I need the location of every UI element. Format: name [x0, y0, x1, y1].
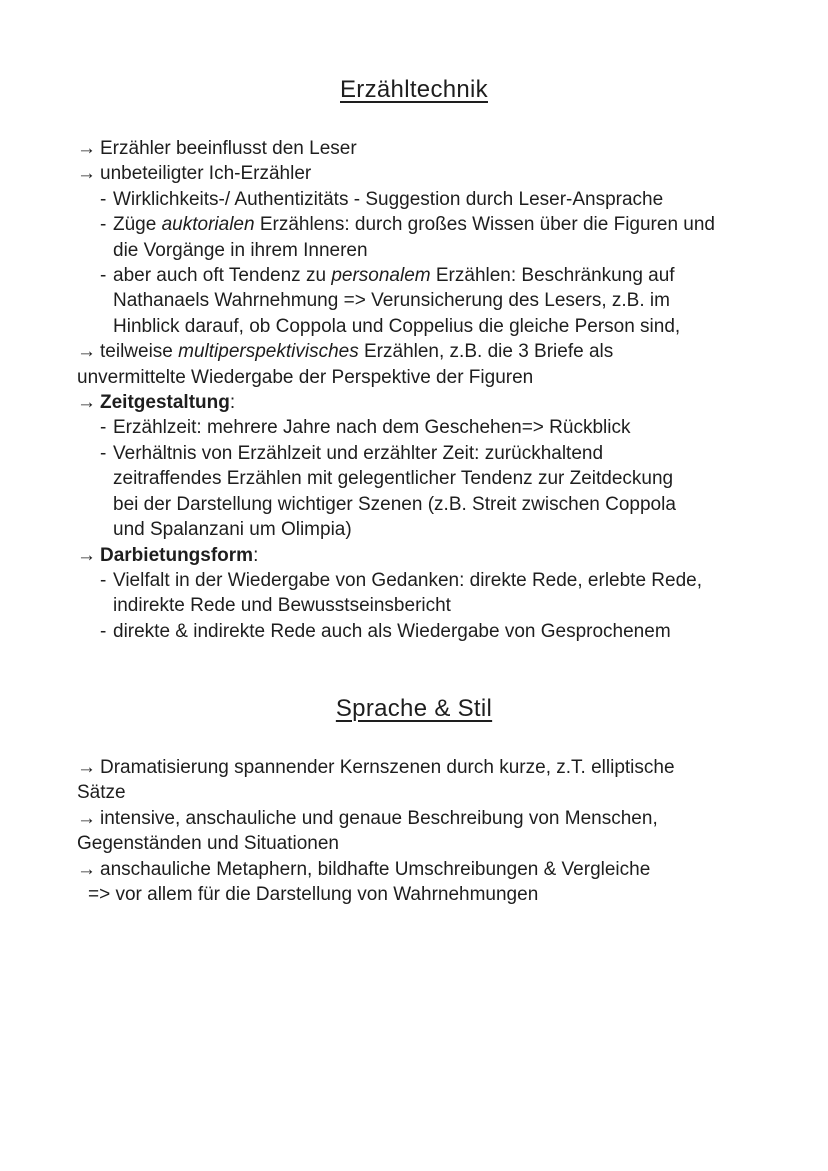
text-segment: Verhältnis von Erzählzeit und erzählter Zeit: zurückhaltend — [113, 442, 604, 464]
section-title-text: Erzähltechnik — [340, 76, 488, 103]
text-segment: unbeteiligter Ich-Erzähler — [100, 163, 312, 185]
text-segment: direkte & indirekte Rede auch als Wiedergabe von Gesprochenem — [113, 620, 671, 642]
section-body-sprache-stil — [77, 755, 808, 907]
arrow-bullet-icon: → — [77, 858, 96, 880]
text-segment: Züge — [113, 214, 162, 236]
text-segment: aber auch oft Tendenz zu — [113, 265, 332, 287]
text-line — [77, 339, 808, 364]
dash-bullet-marker: - — [100, 620, 107, 642]
text-segment: Erzählzeit: mehrere Jahre nach dem Geschehen=> Rückblick — [113, 417, 631, 439]
arrow-bullet-icon: → — [77, 138, 96, 159]
text-segment: Wirklichkeits-/ Authentizitäts - Suggestion durch Leser-Ansprache — [113, 188, 664, 210]
arrow-bullet-icon: → — [77, 163, 96, 185]
text-line — [77, 831, 808, 856]
text-line — [77, 238, 808, 263]
text-segment: Hinblick darauf, ob Coppola und Coppelius die gleiche Person sind, — [113, 315, 681, 337]
emphasized-text: multiperspektivisches — [178, 341, 359, 363]
text-segment: Gegenständen und Situationen — [77, 833, 339, 855]
section-title-erzaehltechnik — [0, 76, 828, 104]
text-line — [77, 314, 808, 339]
text-line — [77, 466, 808, 491]
bold-keyword: Zeitgestaltung — [100, 392, 230, 414]
text-line — [77, 780, 808, 805]
dash-bullet-marker: - — [100, 188, 107, 210]
dash-bullet-marker: - — [100, 569, 107, 591]
arrow-bullet-icon: → — [77, 544, 96, 566]
text-line — [77, 492, 808, 517]
text-line — [77, 365, 808, 390]
text-line — [77, 543, 808, 568]
text-line — [77, 806, 808, 831]
text-segment: die Vorgänge in ihrem Inneren — [113, 239, 368, 261]
text-segment: Dramatisierung spannender Kernszenen durch kurze, z.T. elliptische — [100, 757, 675, 778]
text-segment: Erzählen: Beschränkung auf — [430, 265, 675, 287]
text-segment: teilweise — [100, 341, 179, 363]
section-title-text: Sprache & Stil — [335, 695, 493, 722]
text-segment: : — [229, 392, 236, 414]
text-line — [77, 755, 808, 780]
arrow-bullet-icon: → — [77, 757, 96, 778]
text-segment: => vor allem für die Darstellung von Wahrnehmungen — [88, 884, 539, 906]
text-line — [77, 212, 808, 237]
text-segment: indirekte Rede und Bewusstseinsbericht — [113, 595, 451, 617]
dash-bullet-marker: - — [100, 417, 107, 439]
text-segment: anschauliche Metaphern, bildhafte Umschreibungen & Vergleiche — [100, 858, 651, 880]
arrow-bullet-icon: → — [77, 341, 96, 363]
text-line — [77, 441, 808, 466]
emphasized-text: auktorialen — [161, 214, 255, 236]
text-segment: unvermittelte Wiedergabe der Perspektive der Figuren — [77, 366, 534, 388]
text-segment: bei der Darstellung wichtiger Szenen (z.B. Streit zwischen Coppola — [113, 493, 676, 515]
text-line — [77, 136, 808, 161]
text-line — [77, 619, 808, 644]
text-segment: Erzählens: durch großes Wissen über die Figuren und — [254, 214, 715, 236]
text-line — [77, 187, 808, 212]
text-line — [77, 161, 808, 186]
dash-bullet-marker: - — [100, 442, 107, 464]
text-line — [77, 288, 808, 313]
dash-bullet-marker: - — [100, 214, 107, 236]
text-segment: zeitraffendes Erzählen mit gelegentlicher Tendenz zur Zeitdeckung — [113, 468, 674, 490]
text-segment: intensive, anschauliche und genaue Beschreibung von Menschen, — [100, 807, 658, 829]
dash-bullet-marker: - — [100, 265, 107, 287]
text-line — [77, 390, 808, 415]
text-segment: : — [253, 544, 259, 566]
text-line — [77, 857, 808, 882]
arrow-bullet-icon: → — [77, 807, 96, 829]
text-segment: und Spalanzani um Olimpia) — [113, 519, 352, 541]
text-segment: Vielfalt in der Wiedergabe von Gedanken: direkte Rede, erlebte Rede, — [113, 569, 703, 591]
text-line — [77, 593, 808, 618]
text-segment: Sätze — [77, 782, 126, 804]
text-line — [77, 568, 808, 593]
section-title-sprache-stil — [0, 695, 828, 723]
text-segment: Erzähler beeinflusst den Leser — [100, 138, 357, 159]
emphasized-text: personalem — [331, 265, 431, 287]
text-line — [77, 263, 808, 288]
text-line — [77, 517, 808, 542]
text-segment: Nathanaels Wahrnehmung => Verunsicherung des Lesers, z.B. im — [113, 290, 670, 312]
text-line — [77, 415, 808, 440]
text-segment: Erzählen, z.B. die 3 Briefe als — [358, 341, 614, 363]
text-line — [77, 882, 808, 907]
section-body-erzaehltechnik — [77, 136, 808, 644]
bold-keyword: Darbietungsform — [100, 544, 254, 566]
arrow-bullet-icon: → — [77, 392, 96, 414]
